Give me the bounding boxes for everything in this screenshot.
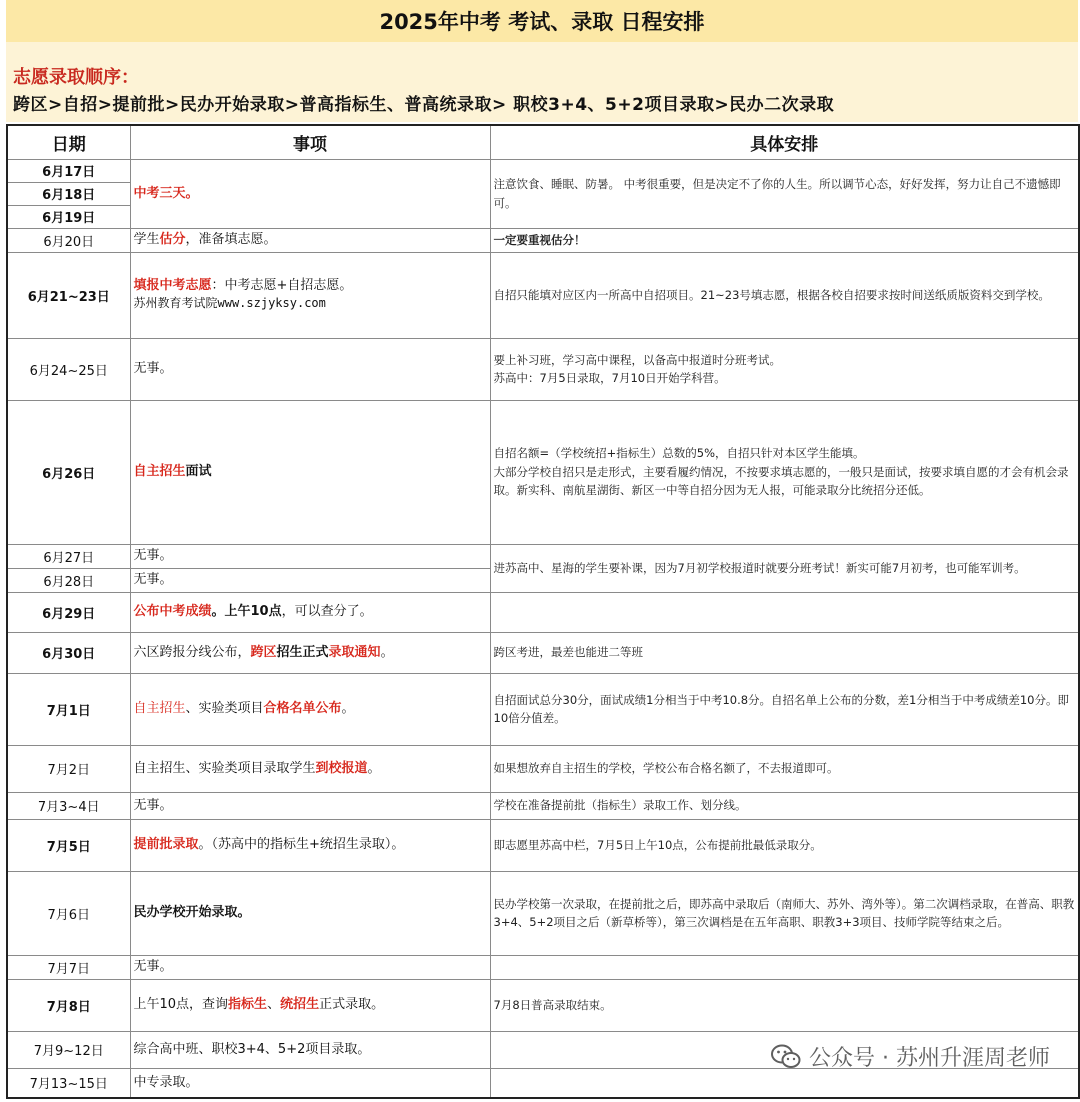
table-row bbox=[7, 592, 1079, 632]
row-date: 7月5日 bbox=[7, 819, 130, 871]
row-date: 7月1日 bbox=[7, 673, 130, 745]
row-item: 无事。 bbox=[130, 568, 490, 592]
header-item: 事项 bbox=[130, 125, 490, 159]
row-item: 六区跨报分线公布，跨区招生正式录取通知。 bbox=[130, 632, 490, 673]
table-row bbox=[7, 819, 1079, 871]
row-detail: 一定要重视估分！ bbox=[490, 228, 1079, 252]
row-item: 公布中考成绩。上午10点，可以查分了。 bbox=[130, 592, 490, 632]
row-item: 自主招生、实验类项目合格名单公布。 bbox=[130, 673, 490, 745]
row-detail: 要上补习班，学习高中课程，以备高中报道时分班考试。 苏高中：7月5日录取，7月10日开始学科营。 bbox=[490, 338, 1079, 400]
row-item: 无事。 bbox=[130, 338, 490, 400]
row-date: 7月9~12日 bbox=[7, 1031, 130, 1068]
wechat-icon bbox=[771, 1044, 801, 1070]
row-detail bbox=[490, 955, 1079, 979]
row-date: 6月20日 bbox=[7, 228, 130, 252]
row-detail: 自招面试总分30分，面试成绩1分相当于中考10.8分。自招名单上公布的分数，差1分相当于中考成绩差10分。即10倍分值差。 bbox=[490, 673, 1079, 745]
row-date: 6月26日 bbox=[7, 400, 130, 544]
row-date: 7月7日 bbox=[7, 955, 130, 979]
row-item: 上午10点，查询指标生、统招生正式录取。 bbox=[130, 979, 490, 1031]
row-date: 6月18日 bbox=[7, 182, 130, 205]
row-item: 中专录取。 bbox=[130, 1068, 490, 1098]
admission-order-label: 志愿录取顺序： bbox=[13, 67, 139, 88]
row-detail: 如果想放弃自主招生的学校，学校公布合格名额了，不去报道即可。 bbox=[490, 745, 1079, 792]
row-detail: 跨区考进，最差也能进二等班 bbox=[490, 632, 1079, 673]
table-row bbox=[7, 400, 1079, 544]
row-item: 中考三天。 bbox=[130, 159, 490, 228]
admission-order-sequence: 跨区>自招>提前批>民办开始录取>普高指标生、普高统录取> 职校3+4、5+2项目录取>民办二次录取 bbox=[13, 95, 835, 115]
row-date: 7月3~4日 bbox=[7, 792, 130, 819]
table-row bbox=[7, 228, 1079, 252]
table-row bbox=[7, 979, 1079, 1031]
row-date: 6月19日 bbox=[7, 205, 130, 228]
schedule-table bbox=[6, 124, 1080, 1099]
admission-order-banner bbox=[6, 42, 1078, 122]
table-row bbox=[7, 955, 1079, 979]
row-detail bbox=[490, 1068, 1079, 1098]
row-detail: 注意饮食、睡眠、防暑。 中考很重要，但是决定不了你的人生。所以调节心态，好好发挥，努力让自己不遗憾即可。 bbox=[490, 159, 1079, 228]
row-date: 6月27日 bbox=[7, 544, 130, 568]
row-item: 填报中考志愿：中考志愿+自招志愿。 苏州教育考试院www.szjyksy.com bbox=[130, 252, 490, 338]
header-detail: 具体安排 bbox=[490, 125, 1079, 159]
row-date: 6月17日 bbox=[7, 159, 130, 182]
row-detail: 自招只能填对应区内一所高中自招项目。21~23号填志愿，根据各校自招要求按时间送纸质版资料交到学校。 bbox=[490, 252, 1079, 338]
row-date: 6月24~25日 bbox=[7, 338, 130, 400]
row-item: 自主招生面试 bbox=[130, 400, 490, 544]
row-item: 提前批录取。（苏高中的指标生+统招生录取）。 bbox=[130, 819, 490, 871]
row-date: 6月28日 bbox=[7, 568, 130, 592]
table-row bbox=[7, 673, 1079, 745]
table-row bbox=[7, 792, 1079, 819]
row-item: 自主招生、实验类项目录取学生到校报道。 bbox=[130, 745, 490, 792]
row-item: 无事。 bbox=[130, 544, 490, 568]
table-row bbox=[7, 252, 1079, 338]
row-date: 7月6日 bbox=[7, 871, 130, 955]
watermark bbox=[771, 1041, 1050, 1072]
row-item: 无事。 bbox=[130, 792, 490, 819]
row-date: 6月29日 bbox=[7, 592, 130, 632]
header-date: 日期 bbox=[7, 125, 130, 159]
row-date: 7月8日 bbox=[7, 979, 130, 1031]
table-row bbox=[7, 871, 1079, 955]
row-date: 6月21~23日 bbox=[7, 252, 130, 338]
row-date: 7月13~15日 bbox=[7, 1068, 130, 1098]
row-detail bbox=[490, 592, 1079, 632]
watermark-text: 公众号 · 苏州升涯周老师 bbox=[809, 1046, 1050, 1071]
table-row bbox=[7, 632, 1079, 673]
row-detail: 即志愿里苏高中栏，7月5日上午10点，公布提前批最低录取分。 bbox=[490, 819, 1079, 871]
row-detail: 学校在准备提前批（指标生）录取工作、划分线。 bbox=[490, 792, 1079, 819]
table-row bbox=[7, 338, 1079, 400]
row-item: 无事。 bbox=[130, 955, 490, 979]
row-item: 学生估分，准备填志愿。 bbox=[130, 228, 490, 252]
row-date: 7月2日 bbox=[7, 745, 130, 792]
table-header-row bbox=[7, 125, 1079, 159]
row-item: 民办学校开始录取。 bbox=[130, 871, 490, 955]
row-detail: 民办学校第一次录取，在提前批之后，即苏高中录取后（南师大、苏外、湾外等）。第二次调档录取，在普高、职教3+4、5+2项目之后（新草桥等），第三次调档是在五年高职、职教3+3项目、技师学院等结束之后。 bbox=[490, 871, 1079, 955]
row-detail: 进苏高中、星海的学生要补课，因为7月初学校报道时就要分班考试！新实可能7月初考，也可能军训考。 bbox=[490, 544, 1079, 592]
row-detail: 7月8日普高录取结束。 bbox=[490, 979, 1079, 1031]
table-row bbox=[7, 745, 1079, 792]
table-row bbox=[7, 159, 1079, 182]
row-date: 6月30日 bbox=[7, 632, 130, 673]
row-item: 综合高中班、职校3+4、5+2项目录取。 bbox=[130, 1031, 490, 1068]
row-detail: 自招名额=（学校统招+指标生）总数的5%，自招只针对本区学生能填。 大部分学校自招只是走形式，主要看履约情况，不按要求填志愿的，一般只是面试，按要求填自愿的才会有机会录取。新实科、南航星湖街、新区一中等自招分因为无人报，可能录取分比统招分还低。 bbox=[490, 400, 1079, 544]
table-row bbox=[7, 544, 1079, 568]
page-title: 2025年中考 考试、录取 日程安排 bbox=[6, 0, 1078, 43]
table-row bbox=[7, 1068, 1079, 1098]
